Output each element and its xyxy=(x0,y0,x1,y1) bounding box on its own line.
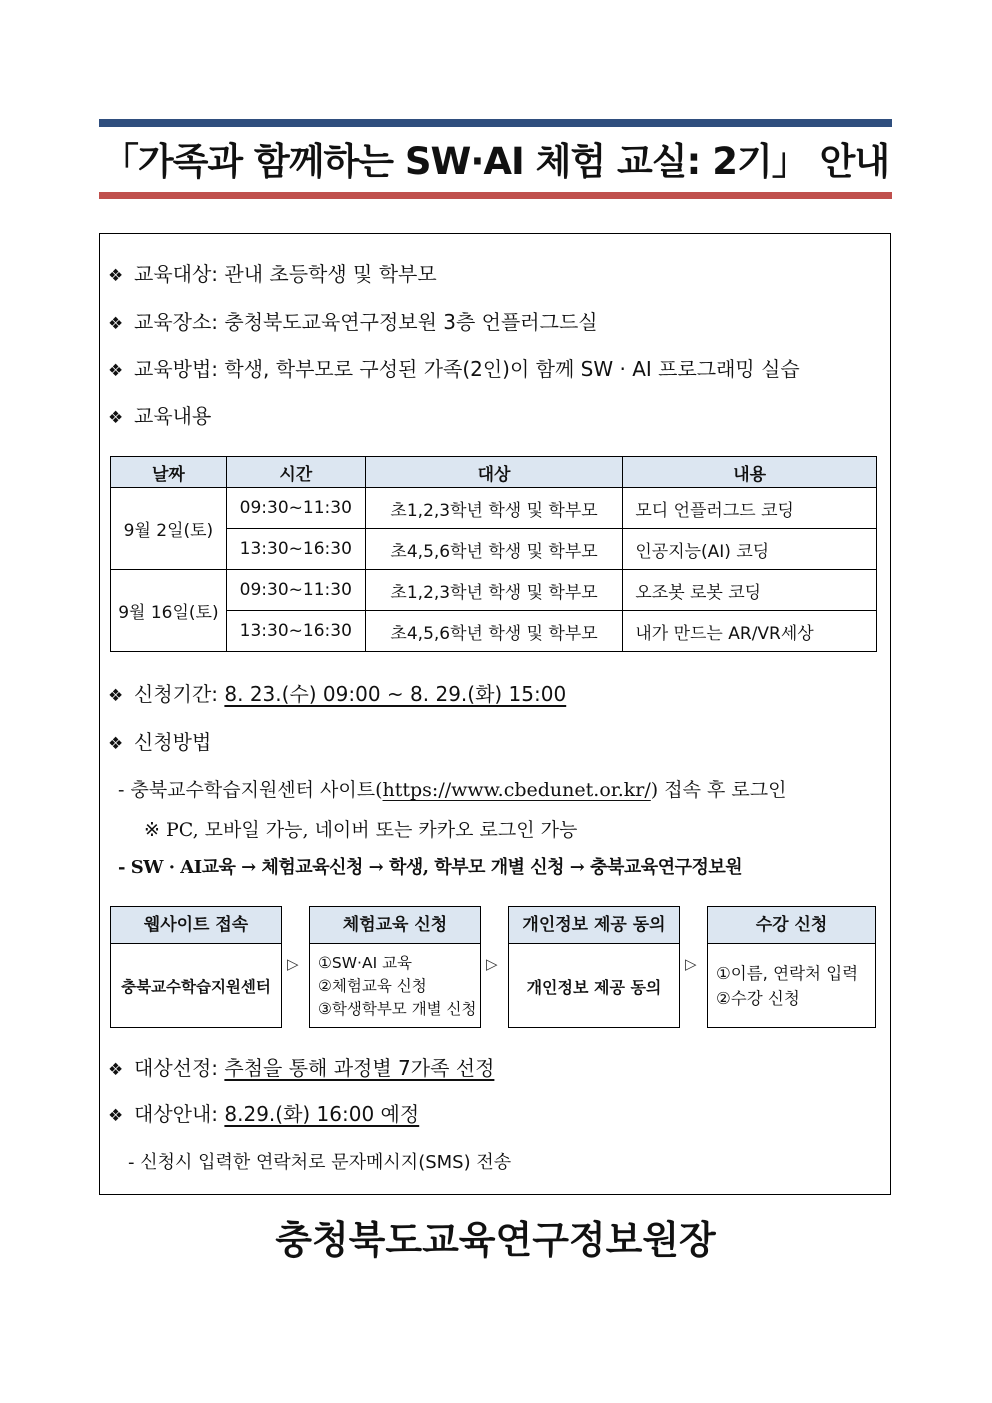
target-cell: 초1,2,3학년 학생 및 학부모 xyxy=(365,570,623,611)
bullet-icon: ❖ xyxy=(108,686,124,706)
period-item xyxy=(108,679,566,709)
content-item xyxy=(108,401,211,431)
step-apply xyxy=(309,906,481,1028)
step-body-line: ①이름, 연락처 입력 xyxy=(716,964,859,983)
schedule-table xyxy=(110,456,877,652)
table-row xyxy=(111,611,877,652)
target-cell: 초4,5,6학년 학생 및 학부모 xyxy=(365,611,623,652)
step-consent xyxy=(508,906,680,1028)
target-item xyxy=(108,259,437,289)
method-value: 학생, 학부모로 구성된 가족(2인)이 함께 SW · AI 프로그래밍 실습 xyxy=(224,357,800,381)
header-content: 내용 xyxy=(623,457,877,488)
target-value: 관내 초등학생 및 학부모 xyxy=(224,262,437,286)
title-bar-top xyxy=(99,119,892,127)
step-body xyxy=(708,944,875,1028)
target-label: 교육대상: xyxy=(134,262,219,286)
selection-value: 추첨을 통해 과정별 7가족 선정 xyxy=(224,1056,495,1080)
site-link[interactable]: https://www.cbedunet.or.kr/ xyxy=(382,779,651,801)
step-body xyxy=(111,944,281,1028)
time-cell: 13:30~16:30 xyxy=(226,529,365,570)
notice-label: 대상안내: xyxy=(134,1102,219,1126)
header-target: 대상 xyxy=(365,457,623,488)
step-body-line: 개인정보 제공 동의 xyxy=(526,977,662,997)
apply-line-path: - SW · AI교육 → 체험교육신청 → 학생, 학부모 개별 신청 → 충북교육연구정보원 xyxy=(118,857,743,878)
bullet-icon: ❖ xyxy=(108,266,124,286)
header-time: 시간 xyxy=(226,457,365,488)
place-value: 충청북도교육연구정보원 3층 언플러그드실 xyxy=(224,310,598,334)
bullet-icon: ❖ xyxy=(108,1060,124,1080)
step-body-line: ③학생학부모 개별 신청 xyxy=(318,999,477,1018)
page-title: 「가족과 함께하는 SW·AI 체험 교실: 2기」 안내 xyxy=(101,140,890,183)
notice-note: - 신청시 입력한 연락처로 문자메시지(SMS) 전송 xyxy=(128,1152,512,1173)
period-label: 신청기간: xyxy=(134,682,219,706)
notice-item xyxy=(108,1099,419,1129)
step-body-line: ②체험교육 신청 xyxy=(318,976,427,995)
step-title: 개인정보 제공 동의 xyxy=(509,907,679,944)
step-body-line: ②수강 신청 xyxy=(716,989,800,1008)
table-row xyxy=(111,488,877,529)
step-arrow-icon: ▷ xyxy=(486,955,498,973)
date-cell: 9월 2일(토) xyxy=(111,488,227,570)
content-cell: 모디 언플러그드 코딩 xyxy=(623,488,877,529)
table-row xyxy=(111,570,877,611)
step-body-line: ①SW·AI 교육 xyxy=(318,953,413,972)
method-item xyxy=(108,354,800,384)
step-title: 체험교육 신청 xyxy=(310,907,480,944)
issuer-name: 충청북도교육연구정보원장 xyxy=(275,1218,716,1262)
apply-method-item xyxy=(108,727,211,757)
date-cell: 9월 16일(토) xyxy=(111,570,227,652)
target-cell: 초4,5,6학년 학생 및 학부모 xyxy=(365,529,623,570)
place-label: 교육장소: xyxy=(134,310,219,334)
bullet-icon: ❖ xyxy=(108,1106,124,1126)
apply-line-site xyxy=(118,775,786,802)
header-date: 날짜 xyxy=(111,457,227,488)
step-title: 수강 신청 xyxy=(708,907,875,944)
target-cell: 초1,2,3학년 학생 및 학부모 xyxy=(365,488,623,529)
bullet-icon: ❖ xyxy=(108,734,124,754)
bullet-icon: ❖ xyxy=(108,408,124,428)
content-cell: 오조봇 로봇 코딩 xyxy=(623,570,877,611)
apply-line-note: ※ PC, 모바일 가능, 네이버 또는 카카오 로그인 가능 xyxy=(144,819,578,841)
selection-label: 대상선정: xyxy=(134,1056,219,1080)
bullet-icon: ❖ xyxy=(108,361,124,381)
site-prefix: - 충북교수학습지원센터 사이트( xyxy=(118,779,383,801)
site-suffix: ) 접속 후 로그인 xyxy=(650,779,787,801)
table-header-row xyxy=(111,457,877,488)
period-value: 8. 23.(수) 09:00 ~ 8. 29.(화) 15:00 xyxy=(224,682,567,706)
content-label: 교육내용 xyxy=(134,404,212,428)
step-body xyxy=(310,944,480,1028)
content-cell: 인공지능(AI) 코딩 xyxy=(623,529,877,570)
place-item xyxy=(108,307,598,337)
step-arrow-icon: ▷ xyxy=(287,955,299,973)
time-cell: 09:30~11:30 xyxy=(226,570,365,611)
step-website xyxy=(110,906,282,1028)
notice-value: 8.29.(화) 16:00 예정 xyxy=(224,1102,420,1126)
step-arrow-icon: ▷ xyxy=(685,955,697,973)
step-body xyxy=(509,944,679,1028)
time-cell: 13:30~16:30 xyxy=(226,611,365,652)
bullet-icon: ❖ xyxy=(108,314,124,334)
method-label: 교육방법: xyxy=(134,357,219,381)
selection-item xyxy=(108,1053,494,1083)
step-enroll xyxy=(707,906,876,1028)
apply-method-label: 신청방법 xyxy=(134,730,212,754)
time-cell: 09:30~11:30 xyxy=(226,488,365,529)
content-cell: 내가 만드는 AR/VR세상 xyxy=(623,611,877,652)
title-bar-bottom xyxy=(99,192,892,199)
step-title: 웹사이트 접속 xyxy=(111,907,281,944)
table-row xyxy=(111,529,877,570)
step-body-line: 충북교수학습지원센터 xyxy=(121,978,271,996)
